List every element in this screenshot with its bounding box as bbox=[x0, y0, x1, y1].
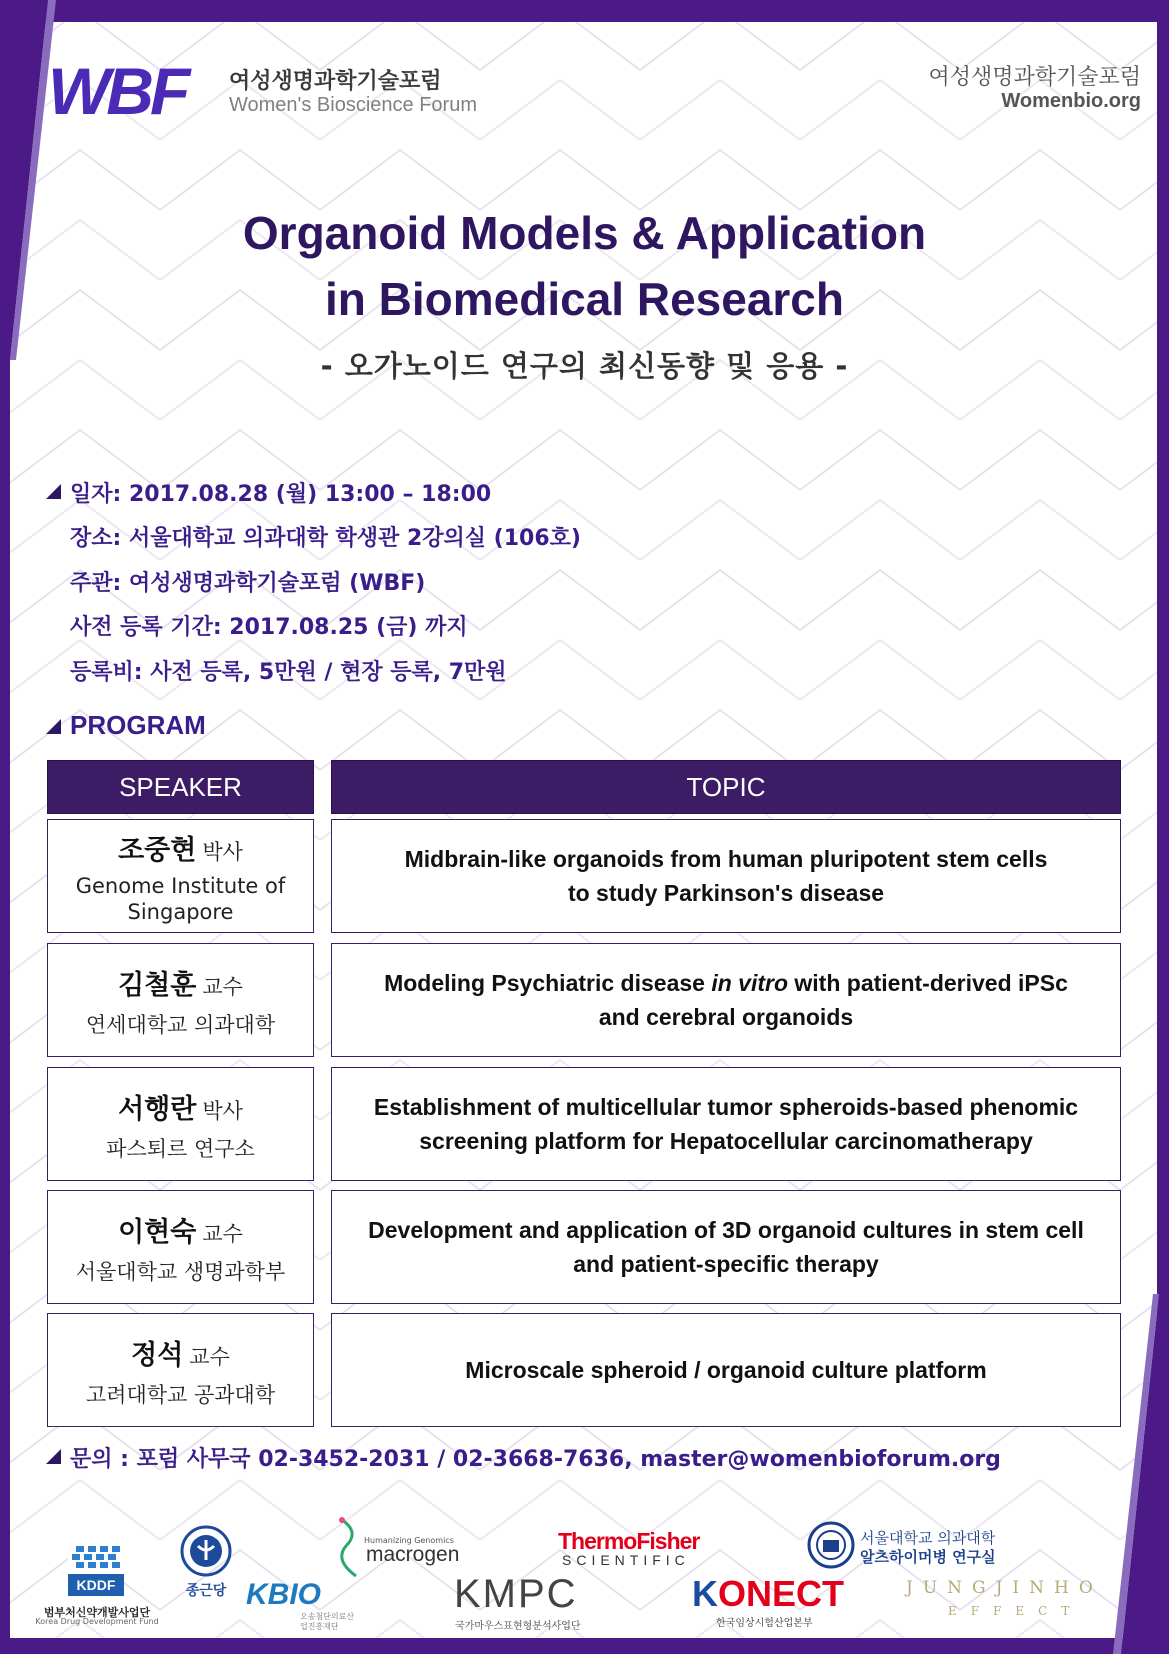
thermo-fisher-scientific-text: SCIENTIFIC bbox=[562, 1552, 690, 1568]
topic-cell bbox=[331, 1067, 1121, 1181]
speaker-title: 교수 bbox=[189, 1344, 230, 1369]
talk-topic: Microscale spheroid / organoid culture platform bbox=[465, 1357, 987, 1383]
speaker-cell bbox=[47, 943, 314, 1057]
kbio-caption: 오송첨단의료산업진흥재단 bbox=[300, 1612, 355, 1631]
speaker-cell bbox=[47, 819, 314, 933]
macrogen-helix-icon bbox=[336, 1516, 364, 1580]
svg-text:WBF: WBF bbox=[48, 58, 187, 124]
speaker-title: 교수 bbox=[202, 974, 243, 999]
topic-column-header: TOPIC bbox=[331, 760, 1121, 814]
snu-alzheimer-lab-label: 알츠하이머병 연구실 bbox=[860, 1548, 996, 1566]
speaker-affiliation: 연세대학교 의과대학 bbox=[85, 1012, 276, 1037]
svg-text:KDDF: KDDF bbox=[76, 1577, 116, 1593]
macrogen-logo: macrogen bbox=[366, 1543, 460, 1566]
speaker-affiliation: 서울대학교 생명과학부 bbox=[75, 1259, 286, 1284]
kmpc-caption: 국가마우스표현형분석사업단 bbox=[455, 1621, 581, 1632]
konect-caption: 한국임상시험산업본부 bbox=[716, 1618, 813, 1629]
speaker-cell bbox=[47, 1313, 314, 1427]
speaker-name: 서행란 bbox=[118, 1093, 197, 1125]
speaker-column-header: SPEAKER bbox=[47, 760, 314, 814]
event-title bbox=[0, 200, 1169, 332]
chong-kun-dang-name: 종근당 bbox=[185, 1583, 227, 1599]
speaker-name: 김철훈 bbox=[118, 969, 197, 1001]
info-fee: 등록비: 사전 등록, 5만원 / 현장 등록, 7만원 bbox=[70, 659, 507, 685]
wbf-logo bbox=[48, 58, 218, 124]
talk-topic: Development and application of 3D organoid cultures in stem cell and patient-specific therapy bbox=[368, 1217, 1084, 1277]
speaker-name: 조중현 bbox=[118, 834, 197, 866]
macrogen-tagline: Humanizing Genomics bbox=[364, 1536, 454, 1545]
info-preregistration: 사전 등록 기간: 2017.08.25 (금) 까지 bbox=[70, 615, 468, 641]
speaker-cell bbox=[47, 1067, 314, 1181]
kddf-caption-english: Korea Drug Development Fund bbox=[35, 1617, 159, 1626]
event-info bbox=[46, 470, 1046, 693]
topic-cell bbox=[331, 819, 1121, 933]
topic-cell bbox=[331, 943, 1121, 1057]
info-date: 일자: 2017.08.28 (월) 13:00 – 18:00 bbox=[46, 470, 1046, 515]
jungjinho-effect-text: EFFECT bbox=[948, 1604, 1084, 1618]
site-name-korean: 여성생명과학기술포럼 bbox=[928, 65, 1141, 90]
talk-topic: Modeling Psychiatric disease in vitro with patient-derived iPSc and cerebral organoids bbox=[384, 970, 1068, 1030]
kddf-caption: 범부처신약개발사업단 bbox=[43, 1606, 151, 1619]
triangle-bullet-icon bbox=[46, 1445, 70, 1470]
speaker-title: 박사 bbox=[202, 1098, 243, 1123]
topic-cell bbox=[331, 1313, 1121, 1427]
snu-medicine-label: 서울대학교 의과대학 bbox=[860, 1529, 996, 1547]
jungjinho-logo: JUNGJINHO bbox=[906, 1578, 1103, 1598]
speaker-affiliation: 파스퇴르 연구소 bbox=[106, 1136, 255, 1161]
kbio-logo: KBIO bbox=[246, 1578, 321, 1611]
speaker-cell bbox=[47, 1190, 314, 1304]
topic-cell bbox=[331, 1190, 1121, 1304]
speaker-title: 교수 bbox=[202, 1221, 243, 1246]
kmpc-logo: KMPC bbox=[454, 1572, 578, 1616]
org-name-korean: 여성생명과학기술포럼 bbox=[229, 69, 442, 94]
thermo-fisher-logo: ThermoFisher bbox=[558, 1528, 700, 1554]
speaker-name: 이현숙 bbox=[118, 1216, 197, 1248]
title-line-2: in Biomedical Research bbox=[325, 273, 844, 325]
event-subtitle: - 오가노이드 연구의 최신동향 및 응용 - bbox=[320, 349, 849, 383]
speaker-affiliation: 고려대학교 공과대학 bbox=[85, 1382, 276, 1407]
snu-seal-logo bbox=[806, 1520, 856, 1570]
kddf-logo bbox=[68, 1540, 124, 1598]
talk-topic: Midbrain-like organoids from human pluripotent stem cells to study Parkinson's disease bbox=[404, 846, 1048, 906]
speaker-title: 박사 bbox=[202, 839, 243, 864]
title-line-1: Organoid Models & Application bbox=[242, 207, 927, 259]
speaker-affiliation: Genome Institute of Singapore bbox=[75, 873, 286, 924]
speaker-name: 정석 bbox=[131, 1339, 184, 1371]
program-heading: PROGRAM bbox=[46, 710, 206, 741]
info-venue: 장소: 서울대학교 의과대학 학생관 2강의실 (106호) bbox=[70, 526, 581, 552]
chong-kun-dang-seal-logo bbox=[176, 1524, 236, 1580]
contact-info: 문의 : 포럼 사무국 02-3452-2031 / 02-3668-7636, master@womenbioforum.org bbox=[46, 1442, 1001, 1473]
org-name-english: Women's Bioscience Forum bbox=[229, 94, 477, 116]
talk-topic: Establishment of multicellular tumor spheroids-based phenomic screening platform for Hepatocellular carcinomatherapy bbox=[373, 1094, 1079, 1154]
konect-logo: KONECT bbox=[692, 1573, 844, 1614]
site-url[interactable]: Womenbio.org bbox=[1001, 90, 1141, 112]
triangle-bullet-icon bbox=[46, 480, 70, 505]
info-host: 주관: 여성생명과학기술포럼 (WBF) bbox=[70, 570, 426, 596]
triangle-bullet-icon bbox=[46, 710, 70, 741]
